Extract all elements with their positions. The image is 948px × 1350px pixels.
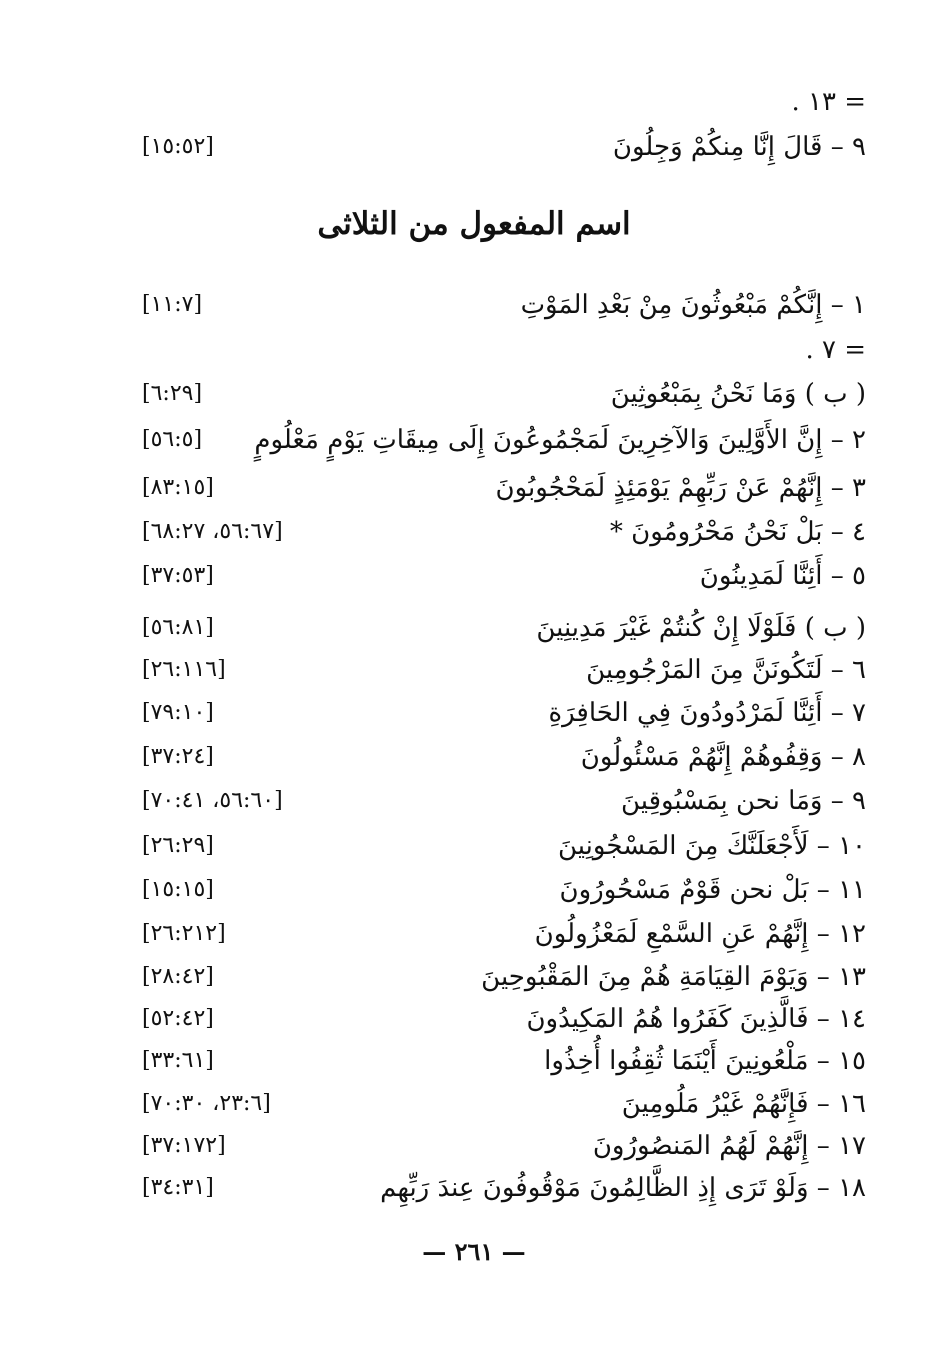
continuation-text: = ١٣ . [791, 87, 866, 117]
entry-reference: [٣٤:٣١] [142, 1175, 214, 1200]
entry-text: ٢ – إِنَّ الأَوَّلِينَ وَالآخِرِينَ لَمَجْمُوعُونَ إِلَى مِيقَاتِ يَوْمٍ مَعْلُومٍ [254, 425, 866, 455]
entry-text: ١٥ – مَلْعُونِينَ أَيْنَمَا ثُقِفُوا أُخِذُوا [544, 1046, 866, 1076]
entry-reference: [٥٦:٥] [142, 427, 203, 452]
entry-text: ٣ – إِنَّهُمْ عَنْ رَبِّهِمْ يَوْمَئِذٍ لَمَحْجُوبُونَ [495, 473, 866, 503]
entry-row [130, 1041, 866, 1081]
entry-row [130, 468, 866, 508]
entry-reference: [٢٦:١١٦] [142, 657, 226, 682]
top-entry [130, 127, 866, 167]
entry-text: ٨ – وَقِفُوهُمْ إِنَّهُمْ مَسْئُولُونَ [580, 742, 866, 772]
entry-row [130, 374, 866, 414]
entry-row [130, 556, 866, 596]
entry-text: ٩ – وَمَا نحن بِمَسْبُوقِينَ [620, 786, 866, 816]
entry-row [130, 914, 866, 954]
entry-reference: [٢٣:٦، ٧٠:٣٠] [142, 1091, 271, 1116]
entry-row [130, 420, 866, 460]
entry-row [130, 608, 866, 648]
entry-reference: [٢٨:٤٢] [142, 964, 214, 989]
entry-row [130, 957, 866, 997]
section-title: اسم المفعول من الثلاثى [317, 206, 631, 242]
entry-reference: [٢٦:٢١٢] [142, 921, 226, 946]
entry-text: ٥ – أَئِنَّا لَمَدِينُونَ [699, 561, 866, 591]
entry-reference: [٣٣:٦١] [142, 1048, 214, 1073]
entry-row [130, 737, 866, 777]
entry-reference: [٣٧:١٧٢] [142, 1133, 226, 1158]
entry-row [130, 999, 866, 1039]
entry-reference: [٣٧:٥٣] [142, 563, 214, 588]
entry-text: ١١ – بَلْ نحن قَوْمٌ مَسْحُورُونَ [559, 875, 866, 905]
continuation-line [130, 82, 866, 122]
entry-reference: [١٥:٥٢] [142, 134, 214, 159]
entry-row [130, 1126, 866, 1166]
entry-text: ١٧ – إِنَّهُمْ لَهُمُ المَنصُورُونَ [592, 1131, 866, 1161]
entry-row [130, 826, 866, 866]
entry-reference: [٣٧:٢٤] [142, 744, 214, 769]
entry-row [130, 1168, 866, 1208]
entry-text: ١٦ – فَإِنَّهُمْ غَيْرُ مَلُومِينَ [621, 1089, 866, 1119]
entry-text: ١ – إِنَّكُمْ مَبْعُوثُونَ مِنْ بَعْدِ المَوْتِ [520, 290, 866, 320]
entry-reference: [٧٩:١٠] [142, 700, 214, 725]
entry-text: ( ب ) فَلَوْلَا إِنْ كُنتُمْ غَيْرَ مَدِينِينَ [536, 613, 866, 643]
entry-reference: [١٥:١٥] [142, 877, 214, 902]
entry-text: ٧ – أَئِنَّا لَمَرْدُودُونَ فِي الحَافِرَةِ [548, 698, 866, 728]
entry-text: ٩ – قَالَ إِنَّا مِنكُمْ وَجِلُونَ [612, 132, 866, 162]
entry-reference: [٥٦:٨١] [142, 615, 214, 640]
entry-reference: [٨٣:١٥] [142, 475, 214, 500]
entry-text: ٦ – لَتَكُونَنَّ مِنَ المَرْجُومِينَ [586, 655, 866, 685]
entry-reference: [٥٦:٦٠، ٧٠:٤١] [142, 788, 283, 813]
entry-row [130, 285, 866, 325]
entry-reference: [٥٢:٤٢] [142, 1006, 214, 1031]
entry-text: = ٧ . [805, 335, 866, 365]
entry-text: ١٨ – وَلَوْ تَرَى إِذِ الظَّالِمُونَ مَوْقُوفُونَ عِندَ رَبِّهِم [380, 1173, 866, 1203]
page-number: — ٢٦١ — [422, 1237, 526, 1266]
entry-text: ١٣ – وَيَوْمَ القِيَامَةِ هُمْ مِنَ المَقْبُوحِينَ [481, 962, 866, 992]
entry-text: ٤ – بَلْ نَحْنُ مَحْرُومُونَ * [609, 517, 866, 547]
entry-reference: [٥٦:٦٧، ٦٨:٢٧] [142, 519, 283, 544]
entry-text: ١٤ – فَالَّذِينَ كَفَرُوا هُمُ المَكِيدُونَ [526, 1004, 866, 1034]
entry-text: ١٢ – إِنَّهُمْ عَنِ السَّمْعِ لَمَعْزُولُونَ [534, 919, 866, 949]
entry-row [130, 330, 866, 370]
entry-row [130, 650, 866, 690]
entry-reference: [١١:٧] [142, 292, 203, 317]
entry-text: ( ب ) وَمَا نَحْنُ بِمَبْعُوثِينَ [610, 379, 866, 409]
entry-row [130, 512, 866, 552]
entry-reference: [٦:٢٩] [142, 381, 203, 406]
entry-text: ١٠ – لَأَجْعَلَنَّكَ مِنَ المَسْجُونِينَ [558, 831, 866, 861]
entry-reference: [٢٦:٢٩] [142, 833, 214, 858]
entry-row [130, 781, 866, 821]
entry-row [130, 1084, 866, 1124]
entry-row [130, 693, 866, 733]
entry-row [130, 870, 866, 910]
